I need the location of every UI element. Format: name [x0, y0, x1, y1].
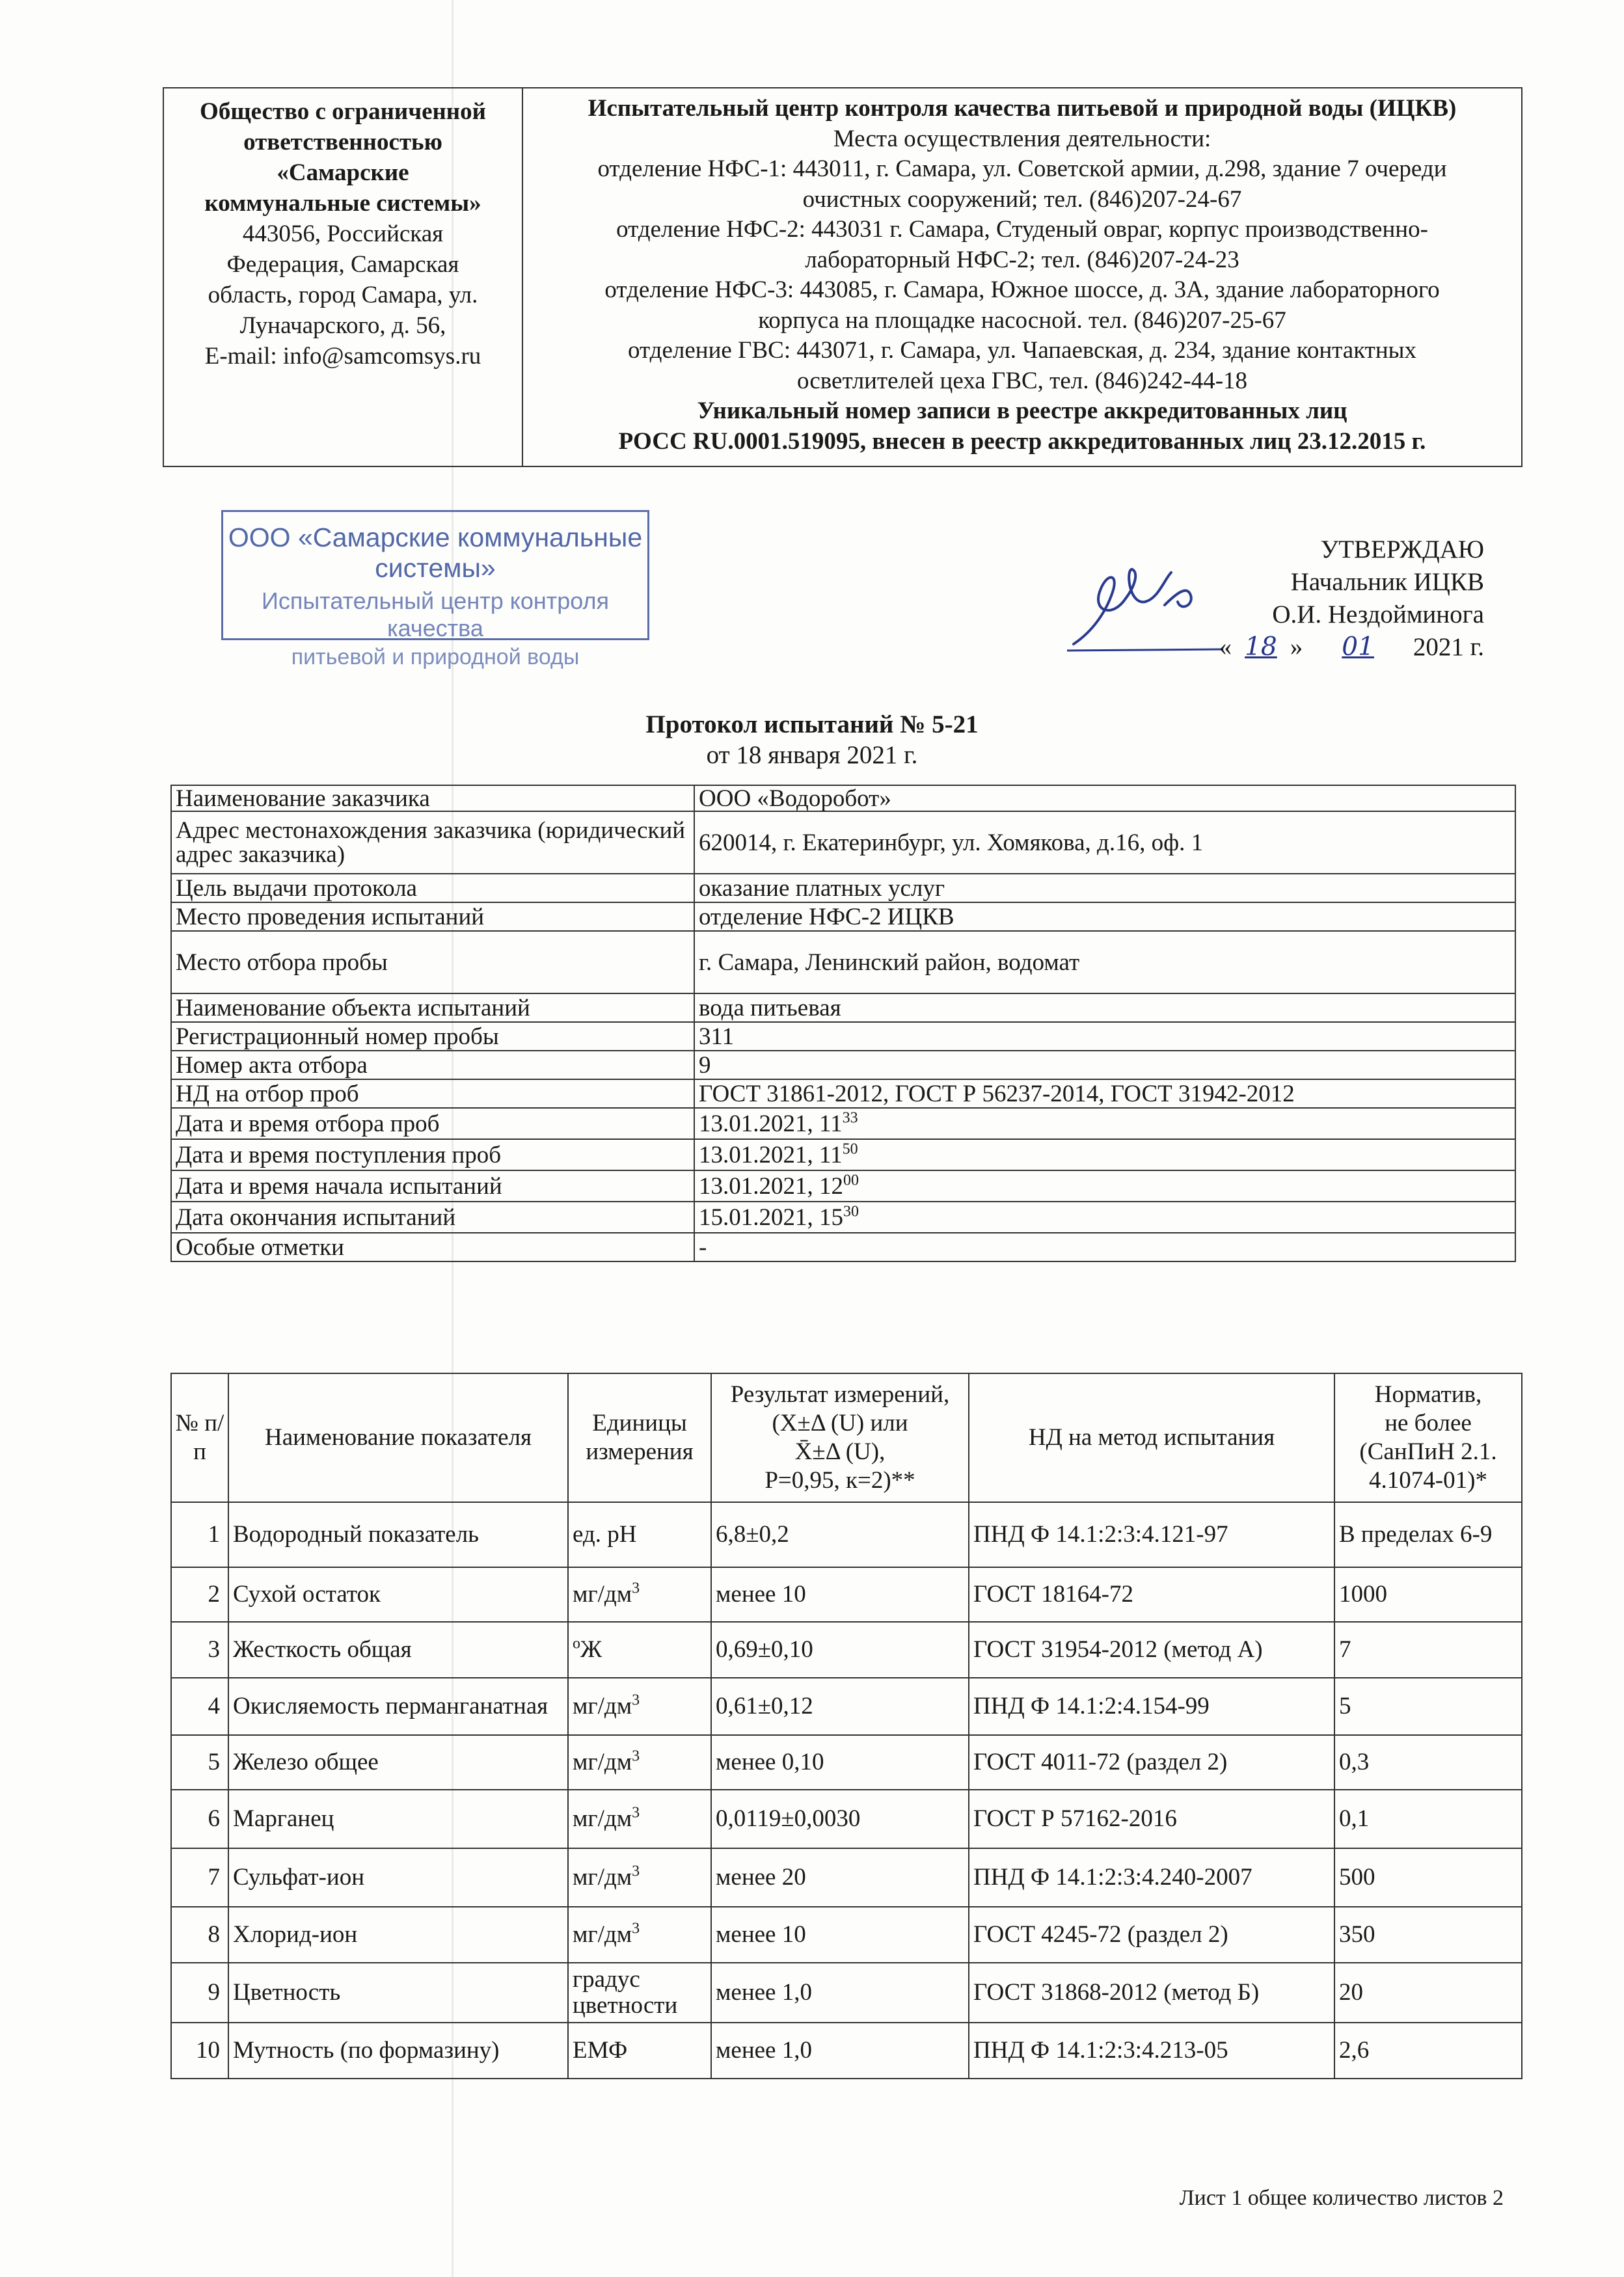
- info-row: [171, 993, 1515, 1022]
- col-norm-header: [1334, 1373, 1522, 1502]
- norm-value: 500: [1334, 1848, 1522, 1907]
- info-row: [171, 1079, 1515, 1108]
- unit-sup: 3: [632, 1920, 640, 1937]
- accreditation-line: Уникальный номер записи в реестре аккредитованных лиц: [697, 397, 1347, 424]
- info-value: [694, 1079, 1515, 1108]
- info-label: НД на отбор проб: [171, 1079, 694, 1108]
- result-header-line: Результат измерений,: [730, 1381, 950, 1408]
- norm-value: 2,6: [1334, 2023, 1522, 2079]
- norm-value: 0,1: [1334, 1790, 1522, 1848]
- unit-cell: [568, 1963, 711, 2023]
- stamp-line: питьевой и природной воды: [291, 645, 580, 669]
- time-minutes: 50: [842, 1140, 858, 1158]
- norm-header-line: не более: [1385, 1410, 1472, 1436]
- info-value-text: г. Самара, Ленинский район, водомат: [699, 949, 1080, 976]
- unit-sup: 3: [632, 1580, 640, 1597]
- info-value: [694, 1139, 1515, 1170]
- org-line: ответственностью: [243, 129, 442, 155]
- results-table: [170, 1373, 1522, 2079]
- info-value-text: ООО «Водоробот»: [699, 785, 891, 812]
- page-footer: Лист 1 общее количество листов 2: [1179, 2186, 1504, 2210]
- row-number: 8: [171, 1907, 228, 1963]
- col-unit-header: Единицы измерения: [568, 1373, 711, 1502]
- info-value: [694, 931, 1515, 993]
- indicator-name: Водородный показатель: [228, 1502, 568, 1567]
- protocol-title: Протокол испытаний № 5-21: [645, 710, 979, 738]
- norm-value: 1000: [1334, 1567, 1522, 1622]
- info-value: [694, 993, 1515, 1022]
- row-number: 3: [171, 1622, 228, 1678]
- info-value: [694, 1022, 1515, 1051]
- row-number: 7: [171, 1848, 228, 1907]
- test-method: ПНД Ф 14.1:2:3:4.213-05: [969, 2023, 1334, 2079]
- results-row: [171, 1567, 1522, 1622]
- results-row: [171, 1622, 1522, 1678]
- unit-cell: [568, 1907, 711, 1963]
- indicator-name: Цветность: [228, 1963, 568, 2023]
- row-number: 10: [171, 2023, 228, 2079]
- norm-header-line: (СанПиН 2.1.: [1359, 1438, 1497, 1465]
- info-value: [694, 785, 1515, 811]
- info-value: [694, 1202, 1515, 1233]
- test-method: ГОСТ 4011-72 (раздел 2): [969, 1735, 1334, 1790]
- time-minutes: 00: [843, 1172, 859, 1189]
- col-result-header: [711, 1373, 969, 1502]
- approve-date: « 18 » 01 2021 г.: [1219, 632, 1484, 662]
- info-row: [171, 785, 1515, 811]
- info-label: Наименование заказчика: [171, 785, 694, 811]
- info-label: Цель выдачи протокола: [171, 874, 694, 902]
- time-minutes: 33: [842, 1109, 858, 1127]
- test-method: ПНД Ф 14.1:2:4.154-99: [969, 1678, 1334, 1735]
- result-value: 0,69±0,10: [711, 1622, 969, 1678]
- col-num-header: № п/п: [171, 1373, 228, 1502]
- result-header-line: P=0,95, к=2)**: [765, 1467, 915, 1494]
- results-row: [171, 1790, 1522, 1848]
- center-title: Испытательный центр контроля качества питьевой и природной воды (ИЦКВ): [588, 95, 1457, 122]
- results-row: [171, 1735, 1522, 1790]
- norm-value: 20: [1334, 1963, 1522, 2023]
- center-line: отделение ГВС: 443071, г. Самара, ул. Чапаевская, д. 234, здание контактных: [627, 337, 1417, 364]
- info-row: [171, 811, 1515, 874]
- organization-stamp: [221, 510, 649, 669]
- row-number: 5: [171, 1735, 228, 1790]
- indicator-name: Окисляемость перманганатная: [228, 1678, 568, 1735]
- approve-title: УТВЕРЖДАЮ: [1320, 535, 1484, 563]
- info-row: [171, 1108, 1515, 1139]
- info-value-text: 15.01.2021, 15: [699, 1204, 843, 1231]
- indicator-name: Сульфат-ион: [228, 1848, 568, 1907]
- info-value-text: 13.01.2021, 11: [699, 1141, 843, 1168]
- accreditation-line: РОСС RU.0001.519095, внесен в реестр аккредитованных лиц 23.12.2015 г.: [618, 427, 1426, 455]
- row-number: 6: [171, 1790, 228, 1848]
- result-value: менее 10: [711, 1907, 969, 1963]
- org-address-line: Луначарского, д. 56,: [239, 312, 446, 339]
- row-number: 9: [171, 1963, 228, 2023]
- info-value-text: ГОСТ 31861-2012, ГОСТ Р 56237-2014, ГОСТ 31942-2012: [699, 1080, 1295, 1107]
- info-value-text: -: [699, 1233, 707, 1261]
- approve-year: 2021 г.: [1413, 633, 1484, 661]
- unit-cell: [568, 1678, 711, 1735]
- test-method: ПНД Ф 14.1:2:3:4.240-2007: [969, 1848, 1334, 1907]
- unit-cell: [568, 1622, 711, 1678]
- info-value: [694, 1108, 1515, 1139]
- norm-value: 5: [1334, 1678, 1522, 1735]
- indicator-name: Мутность (по формазину): [228, 2023, 568, 2079]
- sample-info-table: [170, 785, 1516, 1262]
- unit-text: градус цветности: [573, 1966, 678, 2019]
- results-row: [171, 1678, 1522, 1735]
- result-value: менее 1,0: [711, 1963, 969, 2023]
- info-value-text: 311: [699, 1023, 735, 1050]
- center-line: очистных сооружений; тел. (846)207-24-67: [802, 185, 1242, 213]
- col-method-header: НД на метод испытания: [969, 1373, 1334, 1502]
- info-label: Место отбора пробы: [171, 931, 694, 993]
- info-value: [694, 811, 1515, 874]
- result-value: менее 10: [711, 1567, 969, 1622]
- unit-text: мг/дм: [573, 1581, 632, 1608]
- center-line: отделение НФС-1: 443011, г. Самара, ул. Советской армии, д.298, здание 7 очереди: [597, 155, 1447, 182]
- approve-month: 01: [1342, 632, 1374, 662]
- info-row: [171, 931, 1515, 993]
- unit-text: мг/дм: [573, 1921, 632, 1948]
- result-value: 6,8±0,2: [711, 1502, 969, 1567]
- results-row: [171, 1502, 1522, 1567]
- norm-header-line: Норматив,: [1374, 1381, 1482, 1408]
- col-name-header: Наименование показателя: [228, 1373, 568, 1502]
- info-label: Дата окончания испытаний: [171, 1202, 694, 1233]
- testing-center-block: [523, 88, 1521, 466]
- result-value: менее 20: [711, 1848, 969, 1907]
- test-method: ПНД Ф 14.1:2:3:4.121-97: [969, 1502, 1334, 1567]
- org-address-line: Федерация, Самарская: [226, 251, 459, 278]
- protocol-date: от 18 января 2021 г.: [706, 741, 918, 769]
- time-minutes: 30: [843, 1203, 859, 1220]
- norm-value: 350: [1334, 1907, 1522, 1963]
- stamp-line: Испытательный центр контроля качества: [261, 587, 610, 641]
- info-value-text: оказание платных услуг: [699, 874, 945, 902]
- info-row: [171, 1233, 1515, 1261]
- info-label: Место проведения испытаний: [171, 902, 694, 931]
- norm-header-line: 4.1074-01)*: [1369, 1467, 1487, 1494]
- info-row: [171, 902, 1515, 931]
- info-label: Дата и время поступления проб: [171, 1139, 694, 1170]
- info-label: Адрес местонахождения заказчика (юридический адрес заказчика): [171, 811, 694, 874]
- row-number: 1: [171, 1502, 228, 1567]
- unit-sup: 3: [632, 1691, 640, 1709]
- result-header-line: (X±Δ (U) или: [772, 1410, 908, 1436]
- result-value: 0,0119±0,0030: [711, 1790, 969, 1848]
- info-label: Дата и время отбора проб: [171, 1108, 694, 1139]
- info-row: [171, 1022, 1515, 1051]
- center-line: отделение НФС-3: 443085, г. Самара, Южное шоссе, д. 3А, здание лабораторного: [604, 276, 1440, 303]
- info-value: [694, 1051, 1515, 1079]
- results-row: [171, 2023, 1522, 2079]
- indicator-name: Жесткость общая: [228, 1622, 568, 1678]
- degree-sup: о: [573, 1635, 580, 1652]
- info-value: [694, 902, 1515, 931]
- organization-block: [164, 88, 523, 466]
- unit-text: мг/дм: [573, 1693, 632, 1719]
- center-line: корпуса на площадке насосной. тел. (846)207-25-67: [758, 306, 1286, 334]
- unit-text: мг/дм: [573, 1805, 632, 1832]
- unit-sup: 3: [632, 1747, 640, 1765]
- info-value: [694, 1170, 1515, 1202]
- results-row: [171, 1848, 1522, 1907]
- org-line: Общество с ограниченной: [200, 98, 486, 125]
- unit-cell: [568, 2023, 711, 2079]
- info-label: Дата и время начала испытаний: [171, 1170, 694, 1202]
- info-label: Номер акта отбора: [171, 1051, 694, 1079]
- indicator-name: Марганец: [228, 1790, 568, 1848]
- test-method: ГОСТ 4245-72 (раздел 2): [969, 1907, 1334, 1963]
- approve-name: О.И. Нездойминога: [1272, 600, 1484, 628]
- unit-cell: [568, 1848, 711, 1907]
- info-label: Регистрационный номер пробы: [171, 1022, 694, 1051]
- unit-cell: [568, 1567, 711, 1622]
- document-header: [163, 87, 1522, 467]
- info-value-text: 620014, г. Екатеринбург, ул. Хомякова, д.16, оф. 1: [699, 829, 1204, 856]
- org-address-line: 443056, Российская: [242, 221, 444, 247]
- info-value-text: 9: [699, 1051, 711, 1079]
- unit-sup: 3: [632, 1863, 640, 1880]
- unit-cell: [568, 1790, 711, 1848]
- info-label: Наименование объекта испытаний: [171, 993, 694, 1022]
- org-line: коммунальные системы»: [204, 190, 481, 217]
- protocol-title-block: [0, 709, 1624, 770]
- result-value: 0,61±0,12: [711, 1678, 969, 1735]
- result-value: менее 1,0: [711, 2023, 969, 2079]
- org-address-line: область, город Самара, ул.: [208, 282, 478, 308]
- unit-sup: 3: [632, 1804, 640, 1822]
- indicator-name: Железо общее: [228, 1735, 568, 1790]
- test-method: ГОСТ 18164-72: [969, 1567, 1334, 1622]
- org-line: «Самарские: [277, 159, 409, 186]
- info-value-text: отделение НФС-2 ИЦКВ: [699, 903, 954, 930]
- info-label: Особые отметки: [171, 1233, 694, 1261]
- result-value: менее 0,10: [711, 1735, 969, 1790]
- org-email: E-mail: info@samcomsys.ru: [204, 343, 481, 370]
- center-line: отделение НФС-2: 443031 г. Самара, Студеный овраг, корпус производственно-: [616, 216, 1428, 243]
- unit-cell: [568, 1735, 711, 1790]
- info-value: [694, 1233, 1515, 1261]
- test-method: ГОСТ Р 57162-2016: [969, 1790, 1334, 1848]
- info-value-text: вода питьевая: [699, 994, 841, 1021]
- stamp-line: ООО «Самарские коммунальные системы»: [228, 522, 643, 583]
- results-row: [171, 1963, 1522, 2023]
- center-line: лабораторный НФС-2; тел. (846)207-24-23: [805, 246, 1239, 273]
- unit-text: мг/дм: [573, 1864, 632, 1891]
- norm-value: 0,3: [1334, 1735, 1522, 1790]
- approve-day: 18: [1245, 632, 1277, 662]
- center-line: осветлителей цеха ГВС, тел. (846)242-44-18: [796, 367, 1248, 394]
- unit-text: мг/дм: [573, 1749, 632, 1775]
- test-method: ГОСТ 31954-2012 (метод А): [969, 1622, 1334, 1678]
- info-row: [171, 1051, 1515, 1079]
- info-row: [171, 1139, 1515, 1170]
- approval-block: [1219, 533, 1484, 664]
- results-header-row: [171, 1373, 1522, 1502]
- test-method: ГОСТ 31868-2012 (метод Б): [969, 1963, 1334, 2023]
- info-row: [171, 1202, 1515, 1233]
- unit-cell: [568, 1502, 711, 1567]
- unit-text: ЕМФ: [573, 2037, 628, 2064]
- info-value-text: 13.01.2021, 11: [699, 1110, 843, 1137]
- info-row: [171, 1170, 1515, 1202]
- result-header-line: X̄±Δ (U),: [794, 1438, 886, 1465]
- info-value-text: 13.01.2021, 12: [699, 1172, 843, 1200]
- indicator-name: Хлорид-ион: [228, 1907, 568, 1963]
- indicator-name: Сухой остаток: [228, 1567, 568, 1622]
- norm-value: 7: [1334, 1622, 1522, 1678]
- unit-text: Ж: [580, 1636, 602, 1663]
- approve-position: Начальник ИЦКВ: [1290, 568, 1484, 596]
- info-row: [171, 874, 1515, 902]
- norm-value: В пределах 6-9: [1334, 1502, 1522, 1567]
- results-row: [171, 1907, 1522, 1963]
- center-line: Места осуществления деятельности:: [833, 125, 1211, 152]
- unit-text: ед. pH: [573, 1521, 637, 1548]
- info-value: [694, 874, 1515, 902]
- row-number: 4: [171, 1678, 228, 1735]
- row-number: 2: [171, 1567, 228, 1622]
